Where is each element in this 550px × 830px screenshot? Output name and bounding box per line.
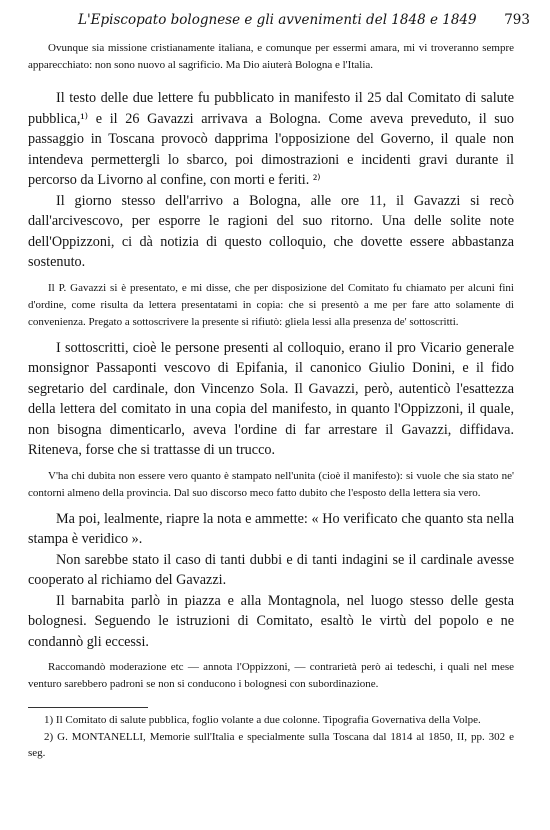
quote-paragraph: Il P. Gavazzi si è presentato, e mi disse, che per disposizione del Comitato fu chiamato per alcuni fini d'ordine, come risulta da lettera presentatami in copia: che si presentò a me per fare atto solamente di convenienza. Pregato a sottoscrivere la presente si rifiutò: gliela lessi alla presenza de' sottoscritti. bbox=[28, 281, 514, 328]
footnote bbox=[28, 712, 514, 729]
footnote bbox=[28, 729, 514, 762]
footnote-text: G. MONTANELLI, Memorie sull'Italia e specialmente sulla Toscana dal 1814 al 1850, II, pp. 302 e seg. bbox=[28, 730, 515, 759]
body-paragraph: Il giorno stesso dell'arrivo a Bologna, alle ore 11, il Gavazzi si recò dall'arcivescovo, per esporre le ragioni del suo ritorno. Una delle solite note dell'Oppizzoni, ci dà notizia di questo colloquio, che dovette essere abbastanza sostenuto. bbox=[28, 192, 514, 270]
body-paragraph: Ma poi, lealmente, riapre la nota e ammette: « Ho verificato che quanto sta nella stampa è veridico ». bbox=[28, 510, 514, 547]
footnote-divider bbox=[28, 707, 148, 708]
quote-paragraph: Raccomandò moderazione etc — annota l'Oppizzoni, — contrarietà però ai tedeschi, i quali nel mese venturo sarebbero padroni se non si conducono i bolognesi con subordinazione. bbox=[28, 661, 514, 690]
page-header bbox=[60, 12, 530, 34]
body-paragraph: Il testo delle due lettere fu pubblicato in manifesto il 25 dal Comitato di salute pubblica,¹⁾ e il 26 Gavazzi arrivava a Bologna. Come aveva preveduto, il suo passaggio in Toscana provocò dapprima l'opposizione del Governo, il quale non intendeva permettergli lo sbarco, poi dimostrazioni e incidenti gravi durante il percorso da Livorno al confine, con morti e feriti. ²⁾ bbox=[28, 90, 514, 188]
page-body bbox=[28, 40, 514, 762]
body-paragraph: Il barnabita parlò in piazza e alla Montagnola, nel luogo stesso delle gesta bolognesi. Seguendo le istruzioni di Comitato, esaltò le virtù del popolo e ne condannò gli eccessi. bbox=[28, 592, 514, 650]
quote-paragraph: Ovunque sia missione cristianamente italiana, e comunque per essermi amara, mi vi troveranno sempre apparecchiato: non sono nuovo al sagrificio. Ma Dio aiuterà Bologna e l'Italia. bbox=[28, 42, 514, 71]
running-title: L'Episcopato bolognese e gli avvenimenti del 1848 e 1849 bbox=[78, 12, 477, 28]
body-paragraph: Non sarebbe stato il caso di tanti dubbi e di tanti indagini se il cardinale avesse cooperato al richiamo del Gavazzi. bbox=[28, 551, 514, 588]
footnote-marker: 1) bbox=[44, 714, 54, 726]
body-paragraph: I sottoscritti, cioè le persone presenti al colloquio, erano il pro Vicario generale monsignor Passaponti vescovo di Epifania, il canonico Giulio Donini, e il fido segretario del cardinale, don Vincenzo Sola. Il Gavazzi, però, autenticò l'esattezza della lettera del comitato in una copia del manifesto, in quanto l'Oppizzoni, il quale, non bisogna dimenticarlo, aveva l'ordine di far arrestare il Gavazzi, diffidava. Riteneva, forse che si trattasse di un trucco. bbox=[28, 339, 514, 458]
page-number: 793 bbox=[504, 12, 530, 28]
footnote-text: Il Comitato di salute pubblica, foglio volante a due colonne. Tipografia Governativa della Volpe. bbox=[55, 714, 481, 726]
quote-paragraph: V'ha chi dubita non essere vero quanto è stampato nell'unita (cioè il manifesto): si vuole che sia stato ne' contorni almeno della provincia. Dal suo discorso meco fatto dubito che l'esposto della lettera sia vero. bbox=[28, 469, 514, 499]
footnote-marker: 2) bbox=[44, 730, 54, 743]
